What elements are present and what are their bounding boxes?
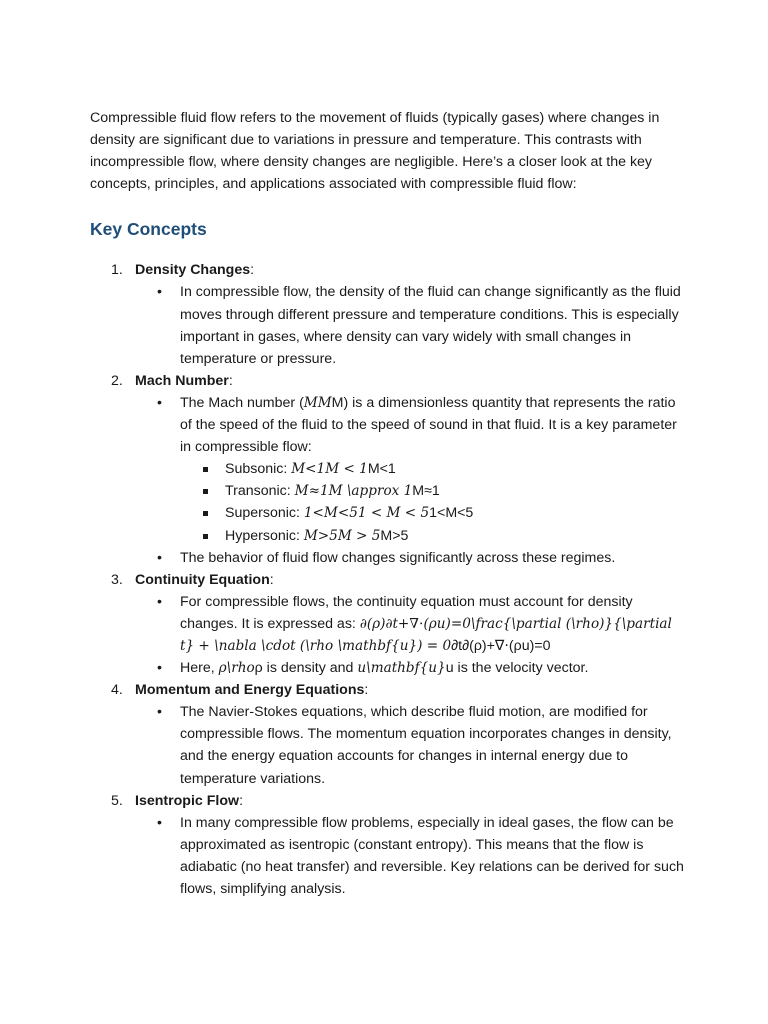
- regime-list: [180, 458, 690, 546]
- item-colon: :: [269, 571, 274, 588]
- math-expression: 1<M<51 < M < 5: [303, 505, 430, 522]
- concept-item-continuity: [111, 569, 690, 679]
- math-expression: ρ\rho: [218, 660, 255, 677]
- regime-item-transonic: [225, 480, 690, 502]
- math-expression: M<1M < 1: [291, 461, 368, 478]
- math-expression: M≈1M \approx 1: [294, 483, 413, 500]
- regime-plain: M<1: [367, 461, 396, 478]
- sub-list: [135, 281, 690, 369]
- item-number: 2.: [111, 372, 123, 389]
- bullet-dot-icon: •: [157, 660, 162, 677]
- item-colon: :: [228, 372, 233, 389]
- bullet-text: The Navier-Stokes equations, which describe fluid motion, are modified for compressible flows. The momentum equation incorporates changes in density, and the energy equation accounts for changes in internal energy due to temperature variations.: [180, 704, 672, 787]
- bullet-text-pre: Here,: [180, 660, 219, 677]
- regime-label: Subsonic:: [225, 461, 292, 478]
- bullet-dot-icon: •: [157, 704, 162, 721]
- sub-list: [135, 701, 690, 789]
- item-number: 4.: [111, 682, 123, 699]
- regime-item-hypersonic: [225, 525, 690, 547]
- bullet-item: [157, 812, 690, 900]
- regime-plain: M≈1: [412, 483, 440, 500]
- document-page: [90, 107, 690, 900]
- regime-label: Supersonic:: [225, 505, 304, 522]
- item-number: 5.: [111, 792, 123, 809]
- item-term: Continuity Equation: [135, 571, 270, 588]
- equation-plain: ∂t∂(ρ)​+∇⋅(ρu)=0: [451, 637, 551, 654]
- item-term: Mach Number: [135, 372, 229, 389]
- sub-list: [135, 591, 690, 679]
- math-expression: u\mathbf{u}: [357, 660, 446, 677]
- intro-paragraph: Compressible fluid flow refers to the movement of fluids (typically gases) where changes in density are significant due to variations in pressure and temperature. This contrasts with incompressible flow, where density changes are negligible. Here’s a closer look at the key concepts, principles, and applications associated with compressible fluid flow:: [90, 110, 660, 193]
- bullet-dot-icon: •: [157, 814, 162, 831]
- bullet-text: In compressible flow, the density of the fluid can change significantly as the fluid moves through different pressure and temperature conditions. This is especially important in gases, where density can vary widely with small changes in temperature or pressure.: [180, 284, 681, 367]
- regime-item-supersonic: [225, 502, 690, 524]
- section-heading: Key Concepts: [90, 219, 207, 240]
- item-term: Momentum and Energy Equations: [135, 682, 365, 699]
- item-colon: :: [250, 262, 255, 279]
- bullet-text-pre: The Mach number (: [180, 394, 304, 411]
- square-bullet-icon: [203, 534, 208, 539]
- bullet-item: [157, 591, 690, 657]
- item-colon: :: [364, 682, 369, 699]
- math-expression: M>5M > 5: [303, 527, 381, 544]
- bullet-item: [157, 547, 690, 569]
- concept-item-isentropic: [111, 790, 690, 900]
- math-expression: ∂(ρ)∂t+∇⋅(ρu)=0\frac{\partial (\rho)}{\partial t} + \nabla \cdot (\rho \mathbf{u}) = 0: [180, 615, 672, 654]
- regime-plain: 1<M<5: [429, 505, 474, 522]
- regime-plain: M>5: [380, 527, 409, 544]
- bullet-item: [157, 701, 690, 789]
- bullet-text-mid: ρ is density and: [254, 660, 358, 677]
- concepts-list: [90, 259, 690, 900]
- square-bullet-icon: [203, 511, 208, 516]
- bullet-text-post: M) is a dimensionless quantity that represents the ratio of the speed of the fluid to the speed of sound in that fluid. It is a key parameter in compressible flow:: [180, 394, 677, 456]
- concept-item-momentum: [111, 679, 690, 789]
- regime-item-subsonic: [225, 458, 690, 480]
- bullet-dot-icon: •: [157, 549, 162, 566]
- sub-list: [135, 392, 690, 569]
- concept-item-density: [111, 259, 690, 369]
- regime-label: Hypersonic:: [225, 527, 304, 544]
- bullet-item: [157, 657, 690, 679]
- item-number: 1.: [111, 262, 123, 279]
- bullet-text-pre: For compressible flows, the continuity equation must account for density changes. It is expressed as:: [180, 593, 633, 632]
- sub-list: [135, 812, 690, 900]
- bullet-text-post: u is the velocity vector.: [445, 660, 589, 677]
- concept-item-mach: [111, 370, 690, 569]
- item-colon: :: [239, 792, 244, 809]
- bullet-text: The behavior of fluid flow changes significantly across these regimes.: [180, 549, 616, 566]
- square-bullet-icon: [203, 467, 208, 472]
- bullet-item: [157, 392, 690, 547]
- item-term: Isentropic Flow: [135, 792, 240, 809]
- bullet-dot-icon: •: [157, 284, 162, 301]
- bullet-item: [157, 281, 690, 369]
- math-expression: MM: [303, 394, 332, 411]
- item-number: 3.: [111, 571, 123, 588]
- item-term: Density Changes: [135, 262, 251, 279]
- regime-label: Transonic:: [225, 483, 295, 500]
- bullet-dot-icon: •: [157, 593, 162, 610]
- bullet-dot-icon: •: [157, 394, 162, 411]
- bullet-text: In many compressible flow problems, especially in ideal gases, the flow can be approximated as isentropic (constant entropy). This means that the flow is adiabatic (no heat transfer) and reversible. Key relations can be derived for such flows, simplifying analysis.: [180, 814, 684, 897]
- square-bullet-icon: [203, 489, 208, 494]
